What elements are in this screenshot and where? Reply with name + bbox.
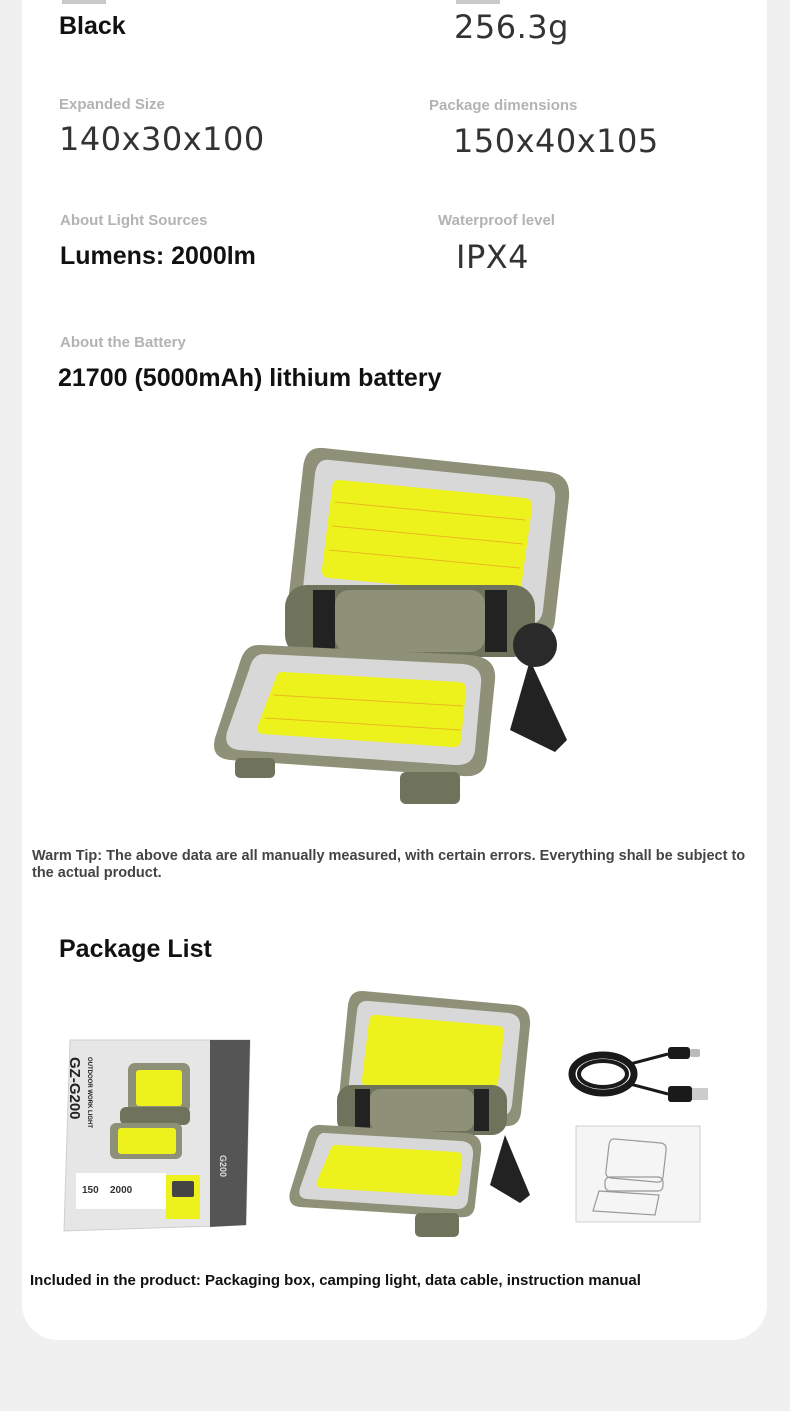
package-dimensions-value: 150x40x105	[453, 122, 659, 160]
usb-c-connector	[668, 1047, 690, 1059]
hinge-ring	[485, 590, 507, 652]
stand-leg	[490, 1135, 530, 1203]
package-list-title: Package List	[59, 935, 212, 963]
light-sources-value: Lumens: 2000lm	[60, 242, 256, 270]
color-value: Black	[59, 12, 126, 40]
box-light-panel	[118, 1128, 176, 1154]
box-brand-line: OUTDOOR WORK LIGHT	[86, 1057, 92, 1128]
cropped-label-mark	[456, 0, 500, 4]
upper-led-panel	[322, 480, 532, 595]
battery-label: About the Battery	[60, 334, 186, 351]
instruction-manual-image	[575, 1125, 701, 1223]
upper-led-panel	[362, 1015, 504, 1096]
box-stat-a: 150	[82, 1185, 99, 1196]
light-sources-label: About Light Sources	[60, 212, 208, 229]
foot	[400, 772, 460, 804]
end-cap	[513, 623, 557, 667]
foot	[235, 758, 275, 778]
box-side	[210, 1040, 250, 1227]
box-light-panel	[136, 1070, 182, 1106]
weight-value: 256.3g	[454, 8, 569, 46]
box-mini-icon	[172, 1181, 194, 1197]
battery-value: 21700 (5000mAh) lithium battery	[58, 364, 442, 392]
hinge-ring	[313, 590, 335, 652]
usb-a-connector	[668, 1086, 692, 1102]
box-side-model: G200	[218, 1155, 228, 1178]
cable-line	[630, 1054, 668, 1064]
warm-tip: Warm Tip: The above data are all manually measured, with certain errors. Everything shall be subject to the actual product.	[32, 848, 746, 881]
box-stat-b: 2000	[110, 1185, 133, 1196]
box-light-hinge	[120, 1107, 190, 1125]
expanded-size-value: 140x30x100	[59, 120, 265, 158]
usb-a-plug	[692, 1088, 708, 1100]
stand-leg	[510, 660, 567, 752]
included-items: Included in the product: Packaging box, camping light, data cable, instruction manual	[30, 1272, 641, 1289]
battery-tube	[335, 590, 485, 652]
usb-c-plug	[690, 1049, 700, 1057]
expanded-size-label: Expanded Size	[59, 96, 165, 113]
lower-led-panel	[317, 1145, 463, 1196]
camping-light-image	[285, 985, 540, 1245]
hinge-ring	[474, 1089, 489, 1131]
data-cable-image	[568, 1040, 713, 1112]
package-dimensions-label: Package dimensions	[429, 97, 578, 114]
battery-tube	[370, 1089, 474, 1131]
waterproof-value: IPX4	[456, 238, 530, 276]
waterproof-label: Waterproof level	[438, 212, 555, 229]
box-model-text: GZ-G200	[66, 1057, 83, 1120]
packaging-box-image	[60, 1035, 255, 1235]
cable-coil	[579, 1061, 627, 1087]
hinge-ring	[355, 1089, 370, 1131]
foot	[415, 1213, 459, 1237]
cable-line	[630, 1084, 668, 1094]
cropped-label-mark	[62, 0, 106, 4]
work-light-image	[205, 440, 585, 815]
